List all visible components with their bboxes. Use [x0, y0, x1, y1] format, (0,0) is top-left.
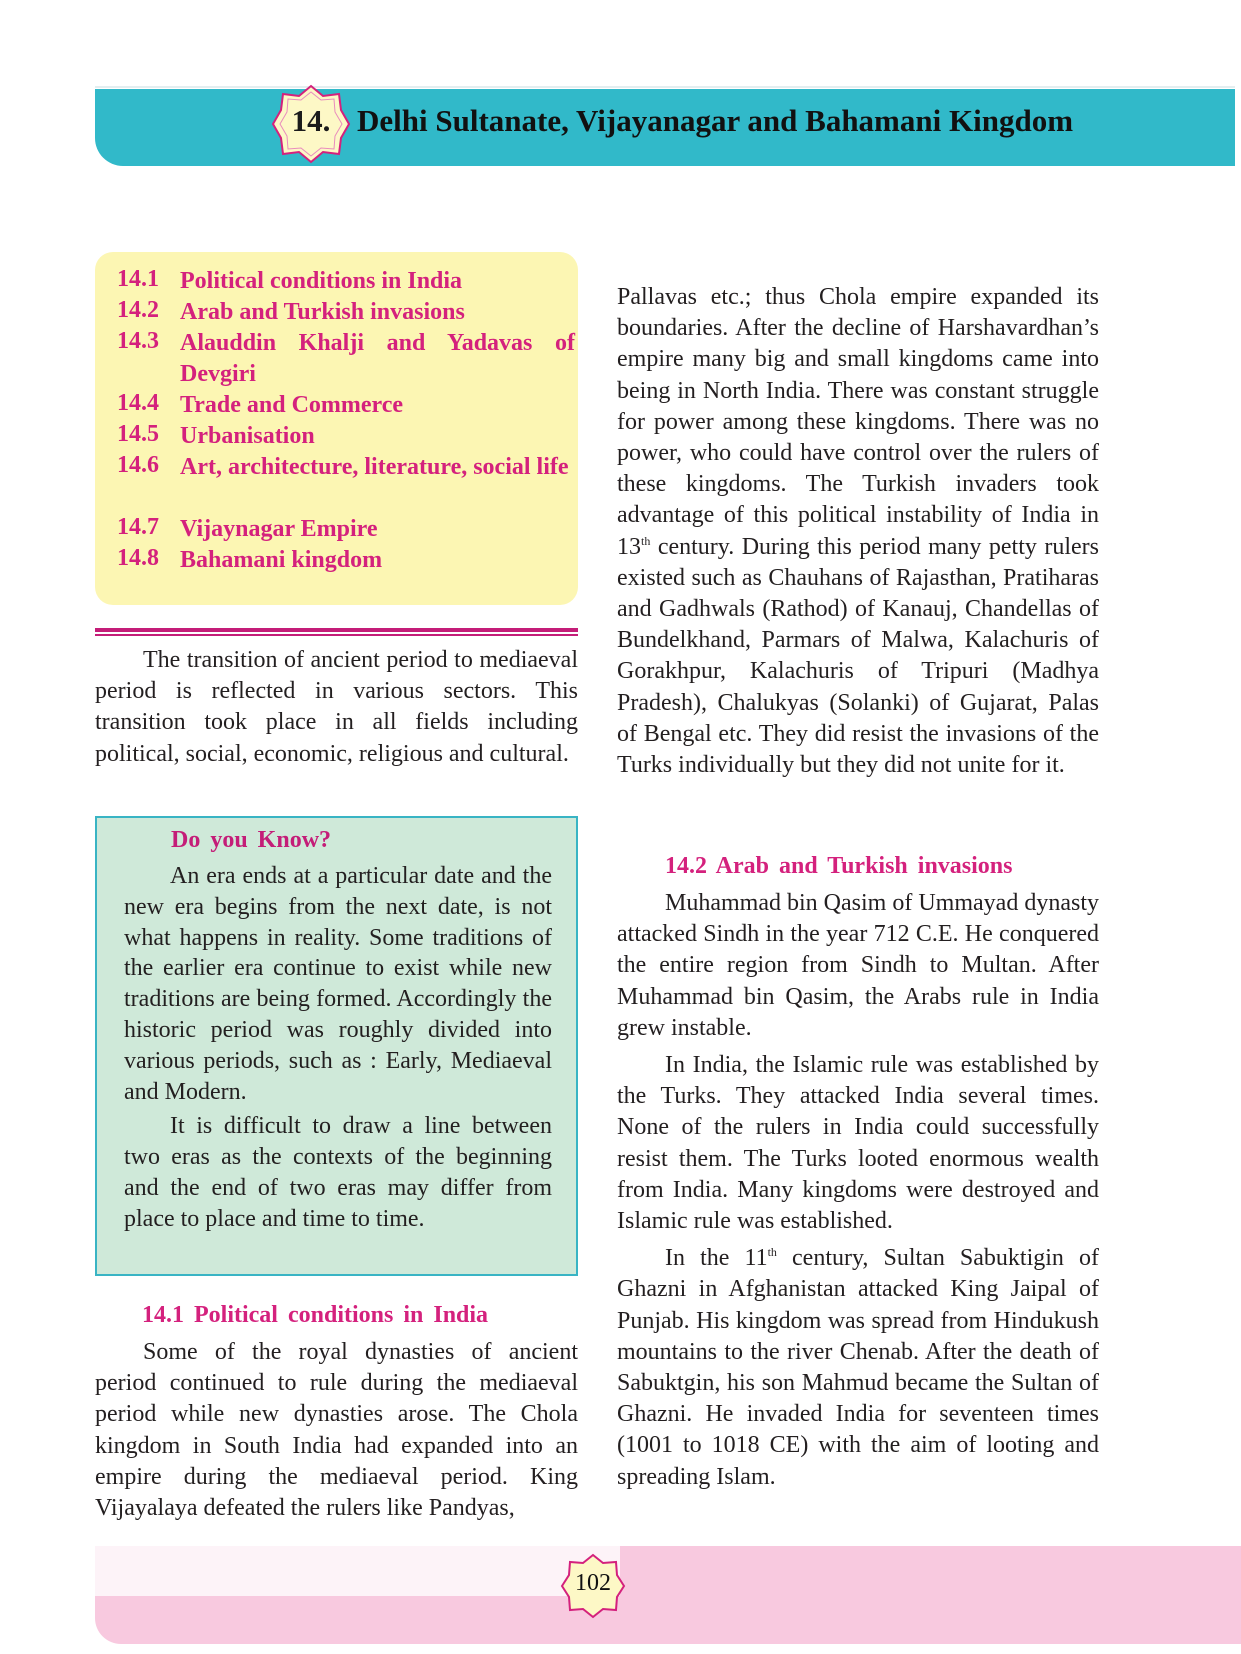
right-column-text-2	[617, 888, 1099, 1493]
do-you-know-box	[95, 816, 578, 1276]
toc-item-number: 14.5	[117, 421, 159, 447]
toc-item-label: Urbanisation	[180, 423, 315, 449]
toc-item-number: 14.4	[117, 390, 159, 416]
chapter-title: Delhi Sultanate, Vijayanagar and Bahamani Kingdom	[357, 103, 1074, 138]
chapter-number: 14.	[291, 103, 331, 138]
toc-item-label: Bahamani kingdom	[180, 547, 383, 573]
section-heading-14-2: 14.2 Arab and Turkish invasions	[665, 853, 1013, 879]
toc-item-label: Arab and Turkish invasions	[180, 299, 465, 325]
do-you-know-paragraph: It is difficult to draw a line between two eras as the contexts of the beginning and the end of two eras may differ from place to place and time to time.	[124, 1113, 552, 1232]
intro-paragraph: The transition of ancient period to mediaeval period is reflected in various sectors. This transition took place in all fields including political, social, economic, religious and cultural.	[95, 647, 578, 767]
text-run: century, Sultan Sabuktigin of Ghazni in Afghanistan attacked King Jaipal of Punjab. His kingdom was spread from Hindukush mountains to the river Chenab. After the death of Sabuktgin, his son Mahmud became the Sultan of Ghazni. He invaded India for seventeen times (1001 to 1018 CE) with the aim of looting and spreading Islam.	[617, 1245, 1099, 1490]
toc-item-number: 14.6	[117, 452, 159, 478]
right-paragraph-3: In India, the Islamic rule was established by the Turks. They attacked India several times. None of the rulers in India could successfully resist them. The Turks looted enormous wealth from India. Many kingdoms were destroyed and Islamic rule was established.	[617, 1052, 1099, 1235]
text-run: Pallavas etc.; thus Chola empire expanded its boundaries. After the decline of Harshavardhan’s empire many big and small kingdoms came into being in North India. There was constant struggle for power among these kingdoms. There was no power, who could have control over the rulers of these kingdoms. The Turkish invaders took advantage of this political instability of India in 13	[617, 284, 1099, 560]
right-paragraph-2: Muhammad bin Qasim of Ummayad dynasty attacked Sindh in the year 712 C.E. He conquered the entire region from Sindh to Multan. After Muhammad bin Qasim, the Arabs rule in India grew instable.	[617, 890, 1099, 1041]
toc-item-number: 14.1	[117, 266, 159, 292]
intro-text	[95, 645, 578, 770]
superscript: th	[767, 1245, 777, 1260]
superscript: th	[641, 533, 651, 548]
section-heading-14-1: 14.1 Political conditions in India	[142, 1302, 489, 1328]
footer-band	[95, 1596, 1241, 1644]
right-paragraph-4	[617, 1243, 1099, 1493]
do-you-know-body	[124, 861, 552, 1239]
toc-item-label: Political conditions in India	[180, 268, 463, 294]
toc-item-number: 14.3	[117, 328, 159, 354]
divider-thin	[95, 634, 578, 636]
toc-item-number: 14.7	[117, 514, 159, 540]
toc-item-label: Vijaynagar Empire	[180, 516, 378, 542]
banner-top-line	[95, 86, 1235, 88]
section-14-1-paragraph: Some of the royal dynasties of ancient period continued to rule during the mediaeval period while new dynasties arose. The Chola kingdom in South India had expanded into an empire during the mediaeval period. King Vijayalaya defeated the rulers like Pandyas,	[95, 1339, 578, 1522]
page-number: 102	[575, 1570, 611, 1596]
toc-item-label: Trade and Commerce	[180, 392, 404, 418]
do-you-know-title: Do you Know?	[171, 827, 332, 853]
text-run: century. During this period many petty rulers existed such as Chauhans of Rajasthan, Pratiharas and Gadhwals (Rathod) of Kanauj, Chandellas of Bundelkhand, Parmars of Malwa, Kalachuris of Gorakhpur, Kalachuris of Tripuri (Madhya Pradesh), Chalukyas (Solanki) of Gujarat, Palas of Bengal etc. They did resist the invasions of the Turks individually but they did not unite for it.	[617, 533, 1099, 779]
right-paragraph-1	[617, 282, 1099, 781]
divider-thick	[95, 628, 578, 632]
do-you-know-paragraph: An era ends at a particular date and the new era begins from the next date, is not what happens in reality. Some traditions of the earlier era continue to exist while new traditions are being formed. Accordingly the historic period was roughly divided into various periods, such as : Early, Mediaeval and Modern.	[124, 863, 552, 1105]
toc-item-label: Art, architecture, literature, social life	[180, 454, 569, 480]
toc-item-number: 14.2	[117, 297, 159, 323]
right-column-text	[617, 282, 1099, 781]
section-14-1-text	[95, 1337, 578, 1524]
toc-item-number: 14.8	[117, 545, 159, 571]
text-run: In the 11	[665, 1245, 768, 1272]
toc-box	[95, 252, 578, 605]
toc-item-label: Alauddin Khalji and Yadavas of Devgiri	[180, 330, 575, 387]
